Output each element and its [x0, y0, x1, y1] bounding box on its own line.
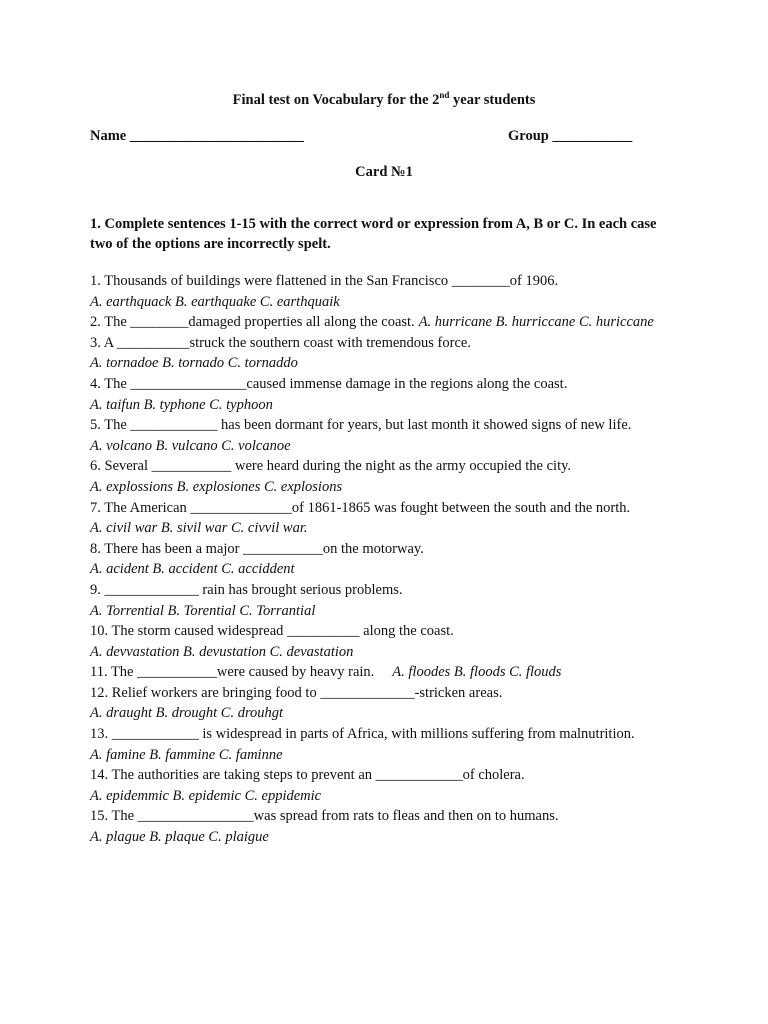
answer-options: A. acident B. accident C. acciddent: [90, 561, 295, 578]
question-text: 4. The ________________caused immense damage in the regions along the coast.: [90, 375, 568, 392]
question-item: [90, 662, 690, 683]
answer-options: A. explossions B. explosiones C. explosions: [90, 478, 343, 495]
question-item: [90, 498, 690, 519]
question-text: 10. The storm caused widespread __________ along the coast.: [90, 623, 454, 640]
answer-options: A. civil war B. sivil war C. civvil war.: [90, 520, 308, 537]
answer-options: A. draught B. drought C. drouhgt: [90, 705, 284, 722]
question-text: 8. There has been a major ___________on the motorway.: [90, 540, 424, 557]
question-item: [90, 271, 690, 292]
title-superscript: nd: [439, 90, 450, 101]
answer-options: A. tornadoe B. tornado C. tornaddo: [90, 355, 298, 372]
question-item: [90, 312, 690, 333]
answer-options: A. devvastation B. devustation C. devastation: [90, 643, 354, 660]
title-suffix: year students: [449, 92, 536, 108]
question-item: [90, 456, 690, 477]
question-text: 14. The authorities are taking steps to prevent an ____________of cholera.: [90, 767, 525, 784]
question-text: 11. The ___________were caused by heavy rain.: [90, 664, 375, 681]
question-item: [90, 415, 690, 436]
title-prefix: Final test on Vocabulary for the 2: [232, 92, 440, 108]
question-text: 2. The ________damaged properties all along the coast.: [90, 314, 415, 331]
question-item: [90, 333, 690, 354]
question-text: 15. The ________________was spread from rats to fleas and then on to humans.: [90, 808, 559, 825]
group-field-label: Group ___________: [508, 128, 633, 144]
question-text: 3. A __________struck the southern coast with tremendous force.: [90, 334, 471, 351]
answer-options: A. hurricane B. hurriccane C. huriccane: [418, 314, 654, 331]
answer-options: A. taifun B. typhone C. typhoon: [90, 396, 273, 413]
question-text: 5. The ____________ has been dormant for years, but last month it showed signs of new life.: [90, 417, 632, 434]
question-item: [90, 539, 690, 560]
question-text: 1. Thousands of buildings were flattened in the San Francisco ________of 1906.: [90, 273, 559, 289]
question-item: [90, 374, 690, 395]
question-text: 6. Several ___________ were heard during the night as the army occupied the city.: [90, 458, 572, 475]
task-instruction: 1. Complete sentences 1-15 with the correct word or expression from A, B or C. In each case two of the options are incorrectly spelt.: [90, 216, 657, 252]
answer-options: A. Torrential B. Torential C. Torrantial: [90, 602, 316, 619]
question-item: [90, 806, 690, 827]
answer-options: A. plague B. plaque C. plaigue: [90, 829, 269, 846]
name-field-label: Name ________________________: [90, 128, 304, 144]
question-text: 12. Relief workers are bringing food to _____________-stricken areas.: [90, 684, 503, 701]
answer-options: A. earthquack B. earthquake C. earthquaik: [90, 293, 340, 310]
answer-options: A. floodes B. floods C. flouds: [392, 664, 562, 681]
card-number: Card №1: [355, 164, 413, 180]
answer-options: A. epidemmic B. epidemic C. eppidemic: [90, 787, 322, 804]
answer-options: A. volcano B. vulcano C. volcanoe: [90, 437, 291, 454]
question-item: [90, 580, 690, 601]
question-item: [90, 765, 690, 786]
answer-options: A. famine B. fammine C. faminne: [90, 746, 283, 763]
question-item: [90, 683, 690, 704]
page-title: [0, 92, 768, 109]
question-item: [90, 621, 690, 642]
question-text: 9. _____________ rain has brought serious problems.: [90, 581, 403, 598]
question-item: [90, 724, 690, 745]
question-text: 13. ____________ is widespread in parts of Africa, with millions suffering from malnutrition.: [90, 726, 635, 743]
question-list: [90, 271, 690, 848]
question-text: 7. The American ______________of 1861-1865 was fought between the south and the north.: [90, 499, 631, 516]
